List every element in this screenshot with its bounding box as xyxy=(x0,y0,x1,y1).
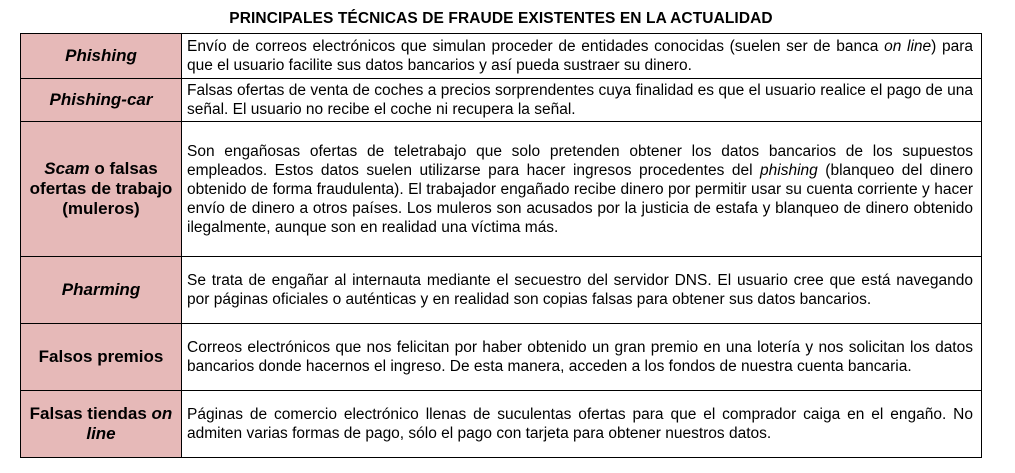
table-row xyxy=(21,122,982,257)
description-cell xyxy=(182,122,982,257)
description-text: Se trata de engañar al internauta mediante el secuestro del servidor DNS. El usuario cree que está navegando por páginas oficiales o auténticas y en realidad son copias falsas para obtener sus datos bancarios. xyxy=(187,272,973,308)
table-row xyxy=(21,79,982,122)
description-text: Envío de correos electrónicos que simulan proceder de entidades conocidas (suelen ser de banca xyxy=(187,38,885,55)
term-text: Phishing xyxy=(65,46,137,65)
description-cell xyxy=(182,324,982,391)
table-row xyxy=(21,324,982,391)
fraud-techniques-table xyxy=(20,33,982,458)
description-text: phishing xyxy=(760,161,818,179)
term-cell xyxy=(21,34,182,79)
table-row xyxy=(21,34,982,79)
description-text: ) para que el usuario facilite sus datos bancarios y así pueda sustraer su dinero. xyxy=(187,38,973,74)
description-cell xyxy=(182,257,982,324)
term-text: on line xyxy=(86,404,173,443)
term-cell xyxy=(21,79,182,122)
term-cell xyxy=(21,391,182,458)
term-text: Falsas tiendas xyxy=(29,404,152,423)
description-cell xyxy=(182,79,982,122)
term-text: o falsas ofertas de trabajo (muleros) xyxy=(29,159,173,218)
term-text: Pharming xyxy=(61,280,141,299)
description-text: (blanqueo del dinero obtenido de forma fraudulenta). El trabajador engañado recibe dinero por permitir usar su cuenta corriente y hacer envío de dinero a otros países. Los muleros son acusados por la justicia de estafa y blanqueo de dinero obtenido ilegalmente, aunque son en realidad una víctima más. xyxy=(187,161,973,236)
description-text: Páginas de comercio electrónico llenas de suculentas ofertas para que el comprador caiga en el engaño. No admiten varias formas de pago, sólo el pago con tarjeta para obtener nuestros datos. xyxy=(187,406,973,442)
description-cell xyxy=(182,34,982,79)
description-text: Correos electrónicos que nos felicitan por haber obtenido un gran premio en una lotería y nos solicitan los datos bancarios donde hacernos el ingreso. De esta manera, acceden a los fondos de nuestra cuenta bancaria. xyxy=(187,339,973,375)
description-text: Son engañosas ofertas de teletrabajo que solo pretenden obtener los datos bancarios de los supuestos empleados. Estos datos suelen utilizarse para hacer ingresos procedentes del xyxy=(187,142,973,179)
term-text: Falsos premios xyxy=(38,347,164,366)
term-cell xyxy=(21,122,182,257)
term-text: Scam xyxy=(44,159,90,178)
description-text: on line xyxy=(884,38,932,55)
term-cell xyxy=(21,324,182,391)
description-text: Falsas ofertas de venta de coches a precios sorprendentes cuya finalidad es que el usuario realice el pago de una señal. El usuario no recibe el coche ni recupera la señal. xyxy=(187,82,973,118)
table-row xyxy=(21,391,982,458)
document-title: PRINCIPALES TÉCNICAS DE FRAUDE EXISTENTES EN LA ACTUALIDAD xyxy=(229,10,773,27)
table-row xyxy=(21,257,982,324)
description-cell xyxy=(182,391,982,458)
term-text: Phishing-car xyxy=(49,90,153,109)
term-cell xyxy=(21,257,182,324)
